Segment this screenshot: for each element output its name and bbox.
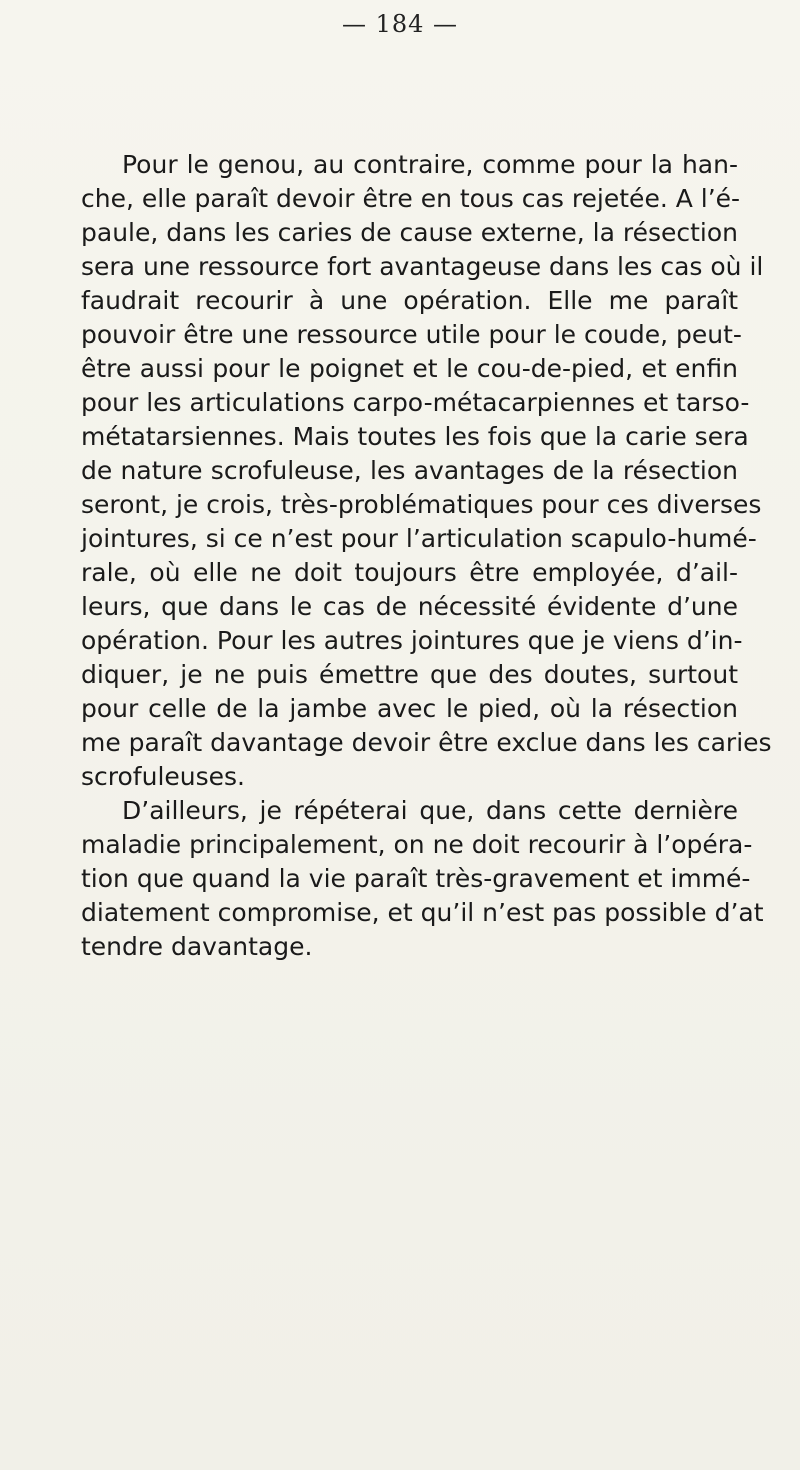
text-line: jointures, si ce n’est pour l’articulation scapulo-humé- [81, 524, 757, 553]
text-line: leurs, que dans le cas de nécessité évidente d’une [81, 592, 738, 621]
text-line: faudrait recourir à une opération. Elle me paraît [81, 286, 738, 315]
text-line: paule, dans les caries de cause externe, la résection [81, 218, 738, 247]
text-line: métatarsiennes. Mais toutes les fois que la carie sera [81, 422, 749, 451]
text-line: pour celle de la jambe avec le pied, où la résection [81, 694, 738, 723]
text-line: de nature scrofuleuse, les avantages de la résection [81, 456, 738, 485]
text-line: opération. Pour les autres jointures que je viens d’in- [81, 626, 743, 655]
text-line: diquer, je ne puis émettre que des doutes, surtout [81, 660, 738, 689]
text-line: pouvoir être une ressource utile pour le coude, peut- [81, 320, 742, 349]
page-number-header: — 184 — [341, 10, 459, 38]
text-line: maladie principalement, on ne doit recourir à l’opéra- [81, 830, 753, 859]
text-line: che, elle paraît devoir être en tous cas rejetée. A l’é- [81, 184, 741, 213]
text-line: scrofuleuses. [81, 762, 245, 791]
text-line: Pour le genou, au contraire, comme pour la han- [122, 150, 738, 179]
text-line: seront, je crois, très-problématiques pour ces diverses [81, 490, 762, 519]
text-line: tendre davantage. [81, 932, 313, 961]
text-line: tion que quand la vie paraît très-gravement et immé- [81, 864, 751, 893]
text-line: me paraît davantage devoir être exclue dans les caries [81, 728, 772, 757]
text-line: diatement compromise, et qu’il n’est pas possible d’at [81, 898, 764, 927]
text-line: rale, où elle ne doit toujours être employée, d’ail- [81, 558, 738, 587]
text-line: sera une ressource fort avantageuse dans les cas où il [81, 252, 764, 281]
text-line: D’ailleurs, je répéterai que, dans cette dernière [122, 796, 738, 825]
text-line: être aussi pour le poignet et le cou-de-pied, et enfin [81, 354, 738, 383]
text-line: pour les articulations carpo-métacarpiennes et tarso- [81, 388, 750, 417]
